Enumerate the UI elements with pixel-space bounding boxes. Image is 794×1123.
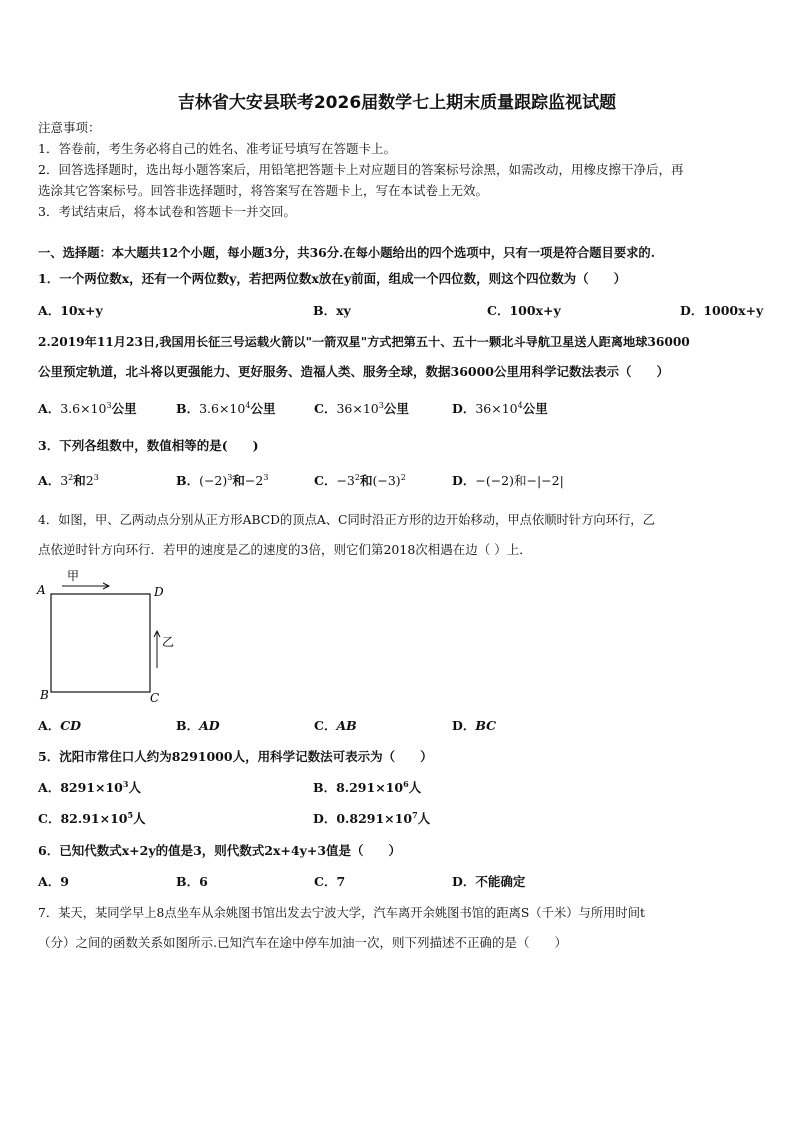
notice-item-2: 2．回答选择题时，选出每小题答案后，用铅笔把答题卡上对应题目的答案标号涂黑，如需改动，用橡皮擦干净后，再 (38, 162, 684, 177)
square-abcd (51, 594, 150, 692)
vertex-label-c: C (150, 691, 160, 705)
point-yi-label: 乙 (162, 635, 175, 649)
q4-stem-line1: 4．如图，甲、乙两动点分别从正方形ABCD的顶点A、C同时沿正方形的边开始移动，甲点依顺时针方向环行，乙 (38, 513, 655, 527)
point-jia-label: 甲 (67, 569, 80, 583)
q4-option-c[interactable]: C．AB (314, 718, 357, 733)
q2-stem-line2: 公里预定轨道，北斗将以更强能力、更好服务、造福人类、服务全球，数据36000公里用科学记数法表示（ ） (38, 364, 669, 379)
page-title: 吉林省大安县联考2026届数学七上期末质量跟踪监视试题 (177, 93, 617, 113)
q5-option-b[interactable]: B．$8.291\times 10^6$人 (313, 778, 422, 795)
q4-stem-line2: 点依逆时针方向环行．若甲的速度是乙的速度的3倍，则它们第2018次相遇在边（ ）上． (38, 542, 532, 557)
q5-option-c[interactable]: C．$82.91\times 10^5$人 (38, 809, 146, 826)
square-figure (30, 562, 190, 710)
q2-stem-line1: 2.2019年11月23日,我国用长征三号运载火箭以"一箭双星"方式把第五十、五十一颗北斗导航卫星送人距离地球36000 (38, 335, 690, 349)
q4-option-d[interactable]: D．BC (452, 718, 497, 733)
q4-option-a[interactable]: A．CD (38, 718, 81, 733)
q6-option-c[interactable]: C．7 (314, 874, 346, 889)
vertex-label-a: A (37, 583, 46, 597)
notice-item-3: 3．考试结束后，将本试卷和答题卡一并交回。 (38, 204, 296, 219)
q1-option-d[interactable]: D．1000x+y (680, 303, 764, 318)
notice-heading: 注意事项： (38, 120, 101, 135)
q3-option-c[interactable]: C．$-3^2$和$(-3)^2$ (314, 472, 406, 488)
q7-stem-line1: 7．某天，某同学早上8点坐车从余姚图书馆出发去宁波大学，汽车离开余姚图书馆的距离S（千米）与所用时间t (38, 906, 645, 920)
q4-option-b[interactable]: B．AD (176, 718, 220, 733)
vertex-label-b: B (40, 688, 49, 702)
q3-stem: 3．下列各组数中，数值相等的是( ) (38, 438, 259, 453)
q1-option-b[interactable]: B．xy (313, 303, 351, 318)
q3-option-b[interactable]: B．$(-2)^3$和$-2^3$ (176, 472, 269, 488)
section-heading: 一、选择题：本大题共12个小题，每小题3分，共36分.在每小题给出的四个选项中，只有一项是符合题目要求的. (38, 245, 656, 260)
q6-option-b[interactable]: B．6 (176, 874, 208, 889)
q5-option-d[interactable]: D．$0.8291\times 10^7$人 (313, 809, 431, 826)
q6-option-a[interactable]: A．9 (38, 874, 69, 889)
q1-option-a[interactable]: A．10x+y (38, 303, 103, 318)
q7-stem-line2: （分）之间的函数关系如图所示.已知汽车在途中停车加油一次，则下列描述不正确的是（ ） (38, 935, 567, 950)
q6-option-d[interactable]: D．不能确定 (452, 874, 526, 889)
notice-item-2-cont: 选涂其它答案标号。回答非选择题时，将答案写在答题卡上，写在本试卷上无效。 (38, 183, 489, 198)
q1-option-c[interactable]: C．100x+y (487, 303, 561, 318)
q6-stem: 6．已知代数式x+2y的值是3，则代数式2x+4y+3值是（ ） (38, 843, 402, 858)
notice-item-1: 1．答卷前，考生务必将自己的姓名、准考证号填写在答题卡上。 (38, 141, 396, 156)
q2-option-d[interactable]: D．$36\times 10^4$公里 (452, 400, 548, 416)
vertex-label-d: D (154, 585, 164, 599)
q5-stem: 5．沈阳市常住口人约为8291000人，用科学记数法可表示为（ ） (38, 749, 433, 764)
q5-option-a[interactable]: A．$8291\times 10^3$人 (38, 778, 141, 795)
q3-option-a[interactable]: A．$3^2$和$2^3$ (38, 472, 99, 488)
q2-option-a[interactable]: A．$3.6\times 10^3$公里 (38, 400, 137, 416)
q2-option-c[interactable]: C．$36\times 10^3$公里 (314, 400, 409, 416)
q3-option-d[interactable]: D．−(−2)和−|−2| (452, 473, 564, 488)
q2-option-b[interactable]: B．$3.6\times 10^4$公里 (176, 400, 276, 416)
q1-stem: 1．一个两位数x，还有一个两位数y，若把两位数x放在y前面，组成一个四位数，则这个四位数为（ ） (38, 271, 627, 286)
